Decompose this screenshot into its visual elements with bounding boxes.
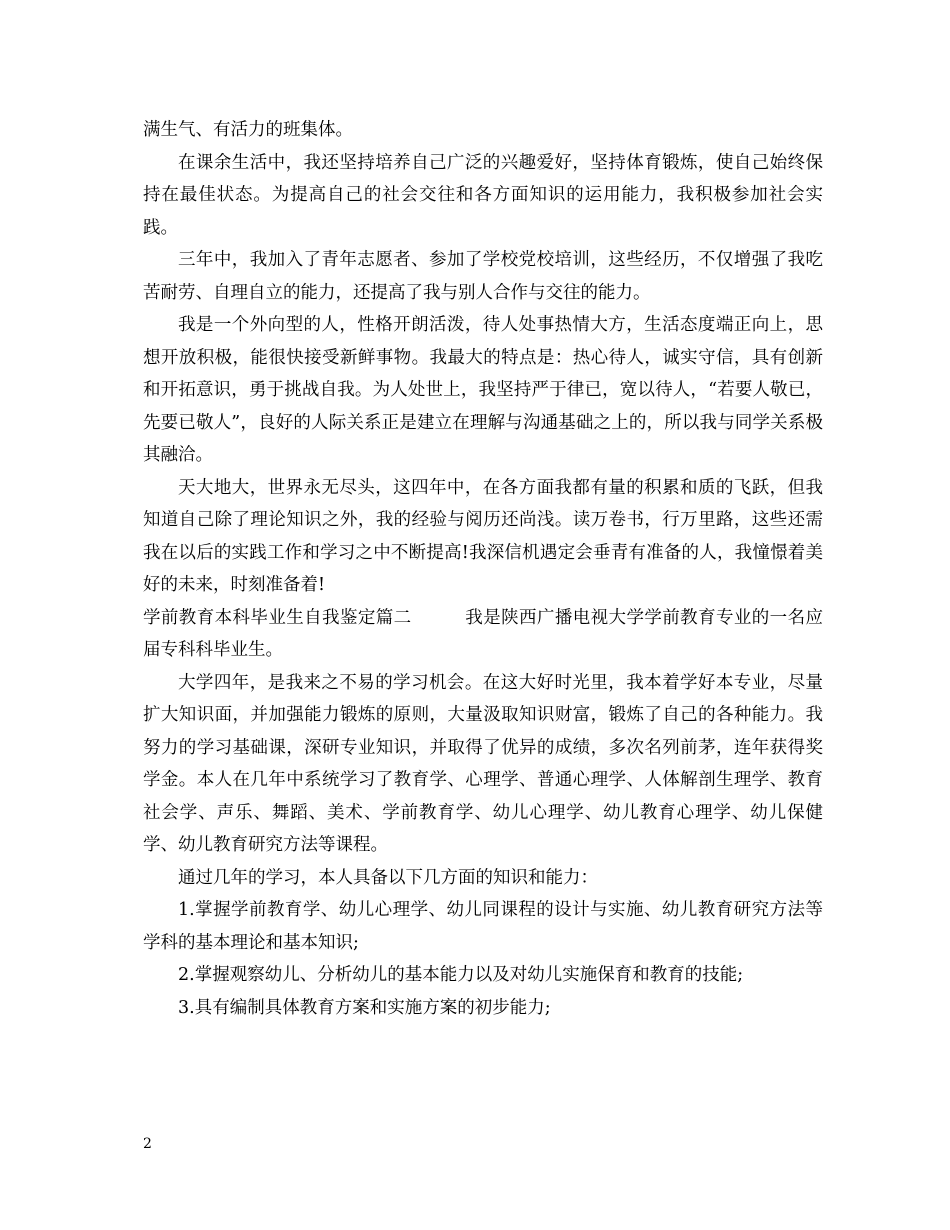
section-heading-paragraph: 学前教育本科毕业生自我鉴定篇二 我是陕西广播电视大学学前教育专业的一名应届专科科毕业生。	[143, 607, 823, 660]
list-item-1: 1.掌握学前教育学、幼儿心理学、幼儿同课程的设计与实施、幼儿教育研究方法等学科的基本理论和基本知识;	[143, 900, 823, 953]
paragraph-2: 在课余生活中，我还坚持培养自己广泛的兴趣爱好，坚持体育锻炼，使自己始终保持在最佳状态。为提高自己的社会交往和各方面知识的运用能力，我积极参加社会实践。	[143, 152, 823, 238]
list-item-3: 3.具有编制具体教育方案和实施方案的初步能力;	[178, 997, 551, 1018]
paragraph-7: 大学四年，是我来之不易的学习机会。在这大好时光里，我本着学好本专业，尽量扩大知识面，并加强能力锻炼的原则，大量汲取知识财富，锻炼了自己的各种能力。我努力的学习基础课，深研专业知识，并取得了优异的成绩，多次名列前茅，连年获得奖学金。本人在几年中系统学习了教育学、心理学、普通心理学、人体解剖生理学、教育社会学、声乐、舞蹈、美术、学前教育学、幼儿心理学、幼儿教育心理学、幼儿保健学、幼儿教育研究方法等课程。	[143, 672, 823, 855]
paragraph-4: 我是一个外向型的人，性格开朗活泼，待人处事热情大方，生活态度端正向上，思想开放积极，能很快接受新鲜事物。我最大的特点是：热心待人，诚实守信，具有创新和开拓意识，勇于挑战自我。为人处世上，我坚持严于律已，宽以待人，“若要人敬已，先要已敬人”，良好的人际关系正是建立在理解与沟通基础之上的，所以我与同学关系极其融洽。	[143, 315, 823, 465]
document-body	[143, 114, 823, 1024]
paragraph-3: 三年中，我加入了青年志愿者、参加了学校党校培训，这些经历，不仅增强了我吃苦耐劳、自理自立的能力，还提高了我与别人合作与交往的能力。	[143, 250, 823, 303]
page-number: 2	[143, 1136, 152, 1152]
paragraph-5: 天大地大，世界永无尽头，这四年中，在各方面我都有量的积累和质的飞跃，但我知道自己除了理论知识之外，我的经验与阅历还尚浅。读万卷书，行万里路，这些还需我在以后的实践工作和学习之中不断提高!我深信机遇定会垂青有准备的人，我憧憬着美好的未来，时刻准备着!	[143, 477, 823, 595]
paragraph-1: 满生气、有活力的班集体。	[143, 120, 353, 140]
paragraph-8: 通过几年的学习，本人具备以下几方面的知识和能力：	[178, 867, 598, 888]
list-item-2: 2.掌握观察幼儿、分析幼儿的基本能力以及对幼儿实施保育和教育的技能;	[178, 965, 744, 985]
